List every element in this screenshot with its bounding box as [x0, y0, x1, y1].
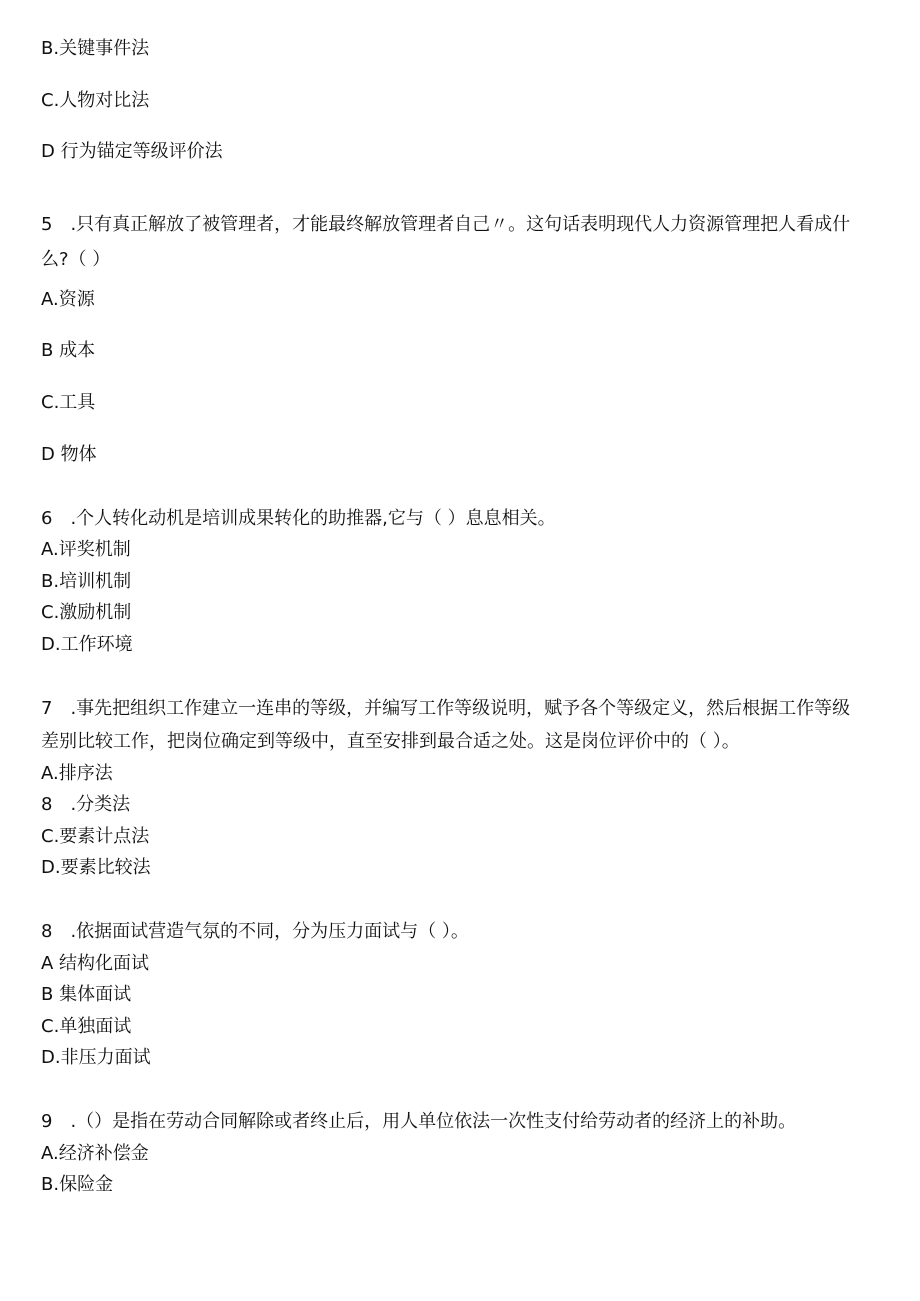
q9-stem: 9 .（）是指在劳动合同解除或者终止后，用人单位依法一次性支付给劳动者的经济上的补助。 — [41, 1111, 797, 1132]
q9-option-a: A.经济补偿金 — [41, 1143, 149, 1164]
q4-option-c: C.人物对比法 — [41, 90, 150, 111]
q5-option-b: B 成本 — [41, 340, 96, 361]
q7-option-c: C.要素计点法 — [41, 826, 150, 847]
q8-option-a: A 结构化面试 — [41, 953, 150, 974]
q4-option-d: D 行为锚定等级评价法 — [41, 141, 223, 162]
q5-option-a: A.资源 — [41, 289, 95, 310]
q4-option-b: B.关键事件法 — [41, 38, 150, 59]
q6-option-a: A.评奖机制 — [41, 539, 131, 560]
q7-stem-line1: 7 .事先把组织工作建立一连串的等级，并编写工作等级说明，赋予各个等级定义，然后根据工作等级 — [41, 698, 851, 719]
q7-stem-line2: 差别比较工作，把岗位确定到等级中，直至安排到最合适之处。这是岗位评价中的（ ）。 — [41, 731, 740, 752]
q8-option-b: B 集体面试 — [41, 984, 132, 1005]
q5-option-d: D 物体 — [41, 444, 97, 465]
q8-stem: 8 .依据面试营造气氛的不同，分为压力面试与（ ）。 — [41, 921, 469, 942]
q6-stem: 6 .个人转化动机是培训成果转化的助推器,它与（ ）息息相关。 — [41, 508, 556, 529]
q7-option-a: A.排序法 — [41, 763, 113, 784]
q6-option-b: B.培训机制 — [41, 571, 132, 592]
q7-option-d: D.要素比较法 — [41, 857, 151, 878]
q5-stem-line2: 么?（ ） — [41, 249, 111, 270]
q6-option-d: D.工作环境 — [41, 634, 133, 655]
q6-option-c: C.激励机制 — [41, 602, 132, 623]
q5-option-c: C.工具 — [41, 392, 96, 413]
q8-option-d: D.非压力面试 — [41, 1047, 151, 1068]
q8-option-c: C.单独面试 — [41, 1016, 132, 1037]
q5-stem-line1: 5 .只有真正解放了被管理者，才能最终解放管理者自己〃。这句话表明现代人力资源管理把人看成什 — [41, 214, 851, 235]
q7-option-b: 8 .分类法 — [41, 794, 131, 815]
q9-option-b: B.保险金 — [41, 1174, 114, 1195]
